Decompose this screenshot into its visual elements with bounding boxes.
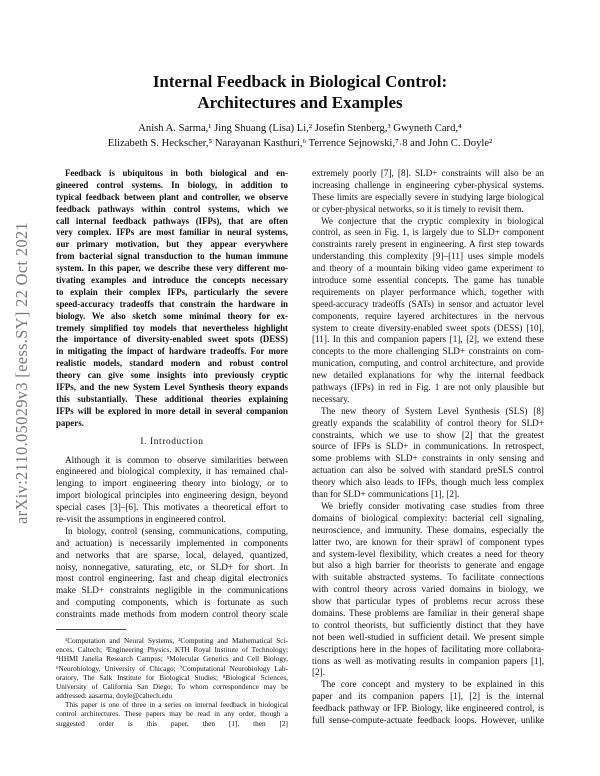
text-line: tivating examples and introduce the concepts necessary xyxy=(56,275,288,286)
text-line: suggested order is this paper, then [1], then [2] xyxy=(56,718,288,728)
left-column xyxy=(56,168,288,728)
text-line: components, require layered architectures in the nervous xyxy=(312,310,544,321)
text-line: realistic models, standard modern and robust control xyxy=(56,358,288,369)
text-line: The core concept and mystery to be explained in this xyxy=(321,679,544,690)
text-line: understanding this complexity [9]–[11] uses simple models xyxy=(312,251,544,262)
body-paragraph xyxy=(312,679,544,727)
text-line: constraints, which we use to show [2] that the greatest xyxy=(312,429,544,440)
text-line: with suitable abstracted systems. To facilitate connections xyxy=(312,572,544,583)
footnotes xyxy=(56,636,288,728)
body-paragraph xyxy=(312,216,544,406)
text-line: University of California San Diego; To whom correspondence may be xyxy=(56,681,288,691)
text-line: gineered control systems. In biology, in addition to xyxy=(56,179,288,190)
text-line: ¹Computation and Neural Systems, ²Computing and Mathematical Sci- xyxy=(65,635,288,645)
paper-title xyxy=(60,71,540,113)
text-line: addressed: aasarma, doyle@caltech.edu xyxy=(56,691,173,701)
text-line: IFPs will be explored in more detail in several companion xyxy=(56,405,288,416)
text-line: introduce some essential concepts. The game has tunable xyxy=(312,275,544,286)
text-line: new detailed explanations for why the internal feedback xyxy=(312,370,544,381)
text-line: The new theory of System Level Synthesis (SLS) [8] xyxy=(321,405,544,416)
section-heading-introduction: I. Introduction xyxy=(140,436,204,447)
text-line: We conjecture that the cryptic complexity in biological xyxy=(321,215,544,226)
text-line: but also a high barrier for theorists to generate and engage xyxy=(312,560,544,571)
text-line: typical feedback between plant and controller, we observe xyxy=(56,191,288,202)
text-line: ⁶Neurobiology, University of Chicago; ⁷Computational Neurobiology Lab- xyxy=(56,663,288,673)
text-line: engineered and biological complexity, it has remained chal- xyxy=(56,466,288,477)
text-line: paper and its companion papers [1], [2] is the internal xyxy=(312,691,544,702)
text-line: from bacterial signal transduction to the human immune xyxy=(56,251,288,262)
text-line: this substantially. These additional theories explaining xyxy=(56,393,288,404)
author-line: Anish A. Sarma,¹ Jing Shuang (Lisa) Li,² Josefin Stenberg,³ Gwyneth Card,⁴ xyxy=(138,123,462,134)
intro-paragraph-2 xyxy=(56,526,288,621)
text-line: IFPs, and the new System Level Synthesis theory expands xyxy=(56,382,288,393)
author-line: Elizabeth S. Heckscher,⁵ Narayanan Kasthuri,⁶ Terrence Sejnowski,⁷˒8 and John C. Doyle² xyxy=(107,138,493,149)
text-line: full sense-compute-actuate feedback loops. However, unlike xyxy=(312,714,544,725)
text-line: speed-accuracy tradeoffs (SATs) in sensor and actuator level xyxy=(312,298,544,309)
text-line: and system-level flexibility, which creates a need for theory xyxy=(312,548,544,559)
text-line: some problems with SLD+ constraints in only sensing and xyxy=(312,453,544,464)
text-line: source of IFPs is SLD+ in communications. In retrospect, xyxy=(312,441,544,452)
text-line: greatly expands the scalability of control theory for SLD+ xyxy=(312,417,544,428)
text-line: munication, computing, and control architecture, and provide xyxy=(312,358,544,369)
text-line: noisy, nonnegative, saturating, etc, or SLD+ for short. In xyxy=(56,561,288,572)
text-line: neuroscience, and immunity. These domains, especially the xyxy=(312,524,544,535)
text-line: very complex. IFPs are most familiar in neural systems, xyxy=(56,227,288,238)
title-line: Internal Feedback in Biological Control: xyxy=(152,72,448,91)
footnote-rule xyxy=(56,629,126,630)
text-line: actuation can also be solved with standard preSLS control xyxy=(312,465,544,476)
text-line: system to create diversity-enabled sweet spots (DESS) [10], xyxy=(312,322,544,333)
text-line: These limits are especially severe in studying large biological xyxy=(312,191,544,202)
text-line: call internal feedback pathways (IFPs), that are often xyxy=(56,215,288,226)
text-line: to control theorists, but sufficiently distinct that they have xyxy=(312,619,544,630)
text-line: theory which also leads to IFPs, though much less complex xyxy=(312,477,544,488)
author-list xyxy=(60,121,540,151)
text-line: and computing components, which is fortunate as such xyxy=(56,597,288,608)
text-line: concepts to the more challenging SLD+ constraints on com- xyxy=(312,346,544,357)
body-paragraph xyxy=(312,501,544,679)
text-line: control architectures. These papers may be read in any order, though a xyxy=(56,709,288,719)
intro-paragraph-1 xyxy=(56,455,288,526)
text-line: latter two, are known for their sprawl of component types xyxy=(312,536,544,547)
text-line: ⁴HHMI Janelia Research Campus; ⁵Molecular Genetics and Cell Biology, xyxy=(56,654,288,664)
text-line: extremely poorly [7], [8]. SLD+ constraints will also be an xyxy=(312,168,544,178)
text-line: This paper is one of three in a series on internal feedback in biological xyxy=(65,700,288,710)
text-line: Feedback is ubiquitous in both biological and en- xyxy=(65,168,288,178)
text-line: re-visit the assumptions in engineered control. xyxy=(56,513,226,524)
text-line: domains. These problems are familiar in their general shape xyxy=(312,607,544,618)
arxiv-sidebar xyxy=(2,168,42,578)
text-line: requirements on player performance which, together with xyxy=(312,286,544,297)
text-line: [2]. xyxy=(312,667,326,678)
text-line: tions as well as motivating results in companion papers [1], xyxy=(312,655,544,666)
text-line: constraints made methods from modern control theory scale xyxy=(56,609,288,620)
text-line: domains of biological complexity: bacterial cell signaling, xyxy=(312,512,544,523)
body-paragraph xyxy=(312,168,544,216)
text-line: in mitigating the impact of hardware tradeoffs. For more xyxy=(56,346,288,357)
text-line: tremely simplified toy models that nevertheless highlight xyxy=(56,322,288,333)
text-line: to explain their complex IFPs, particularly the severe xyxy=(56,286,288,297)
abstract xyxy=(56,168,288,430)
text-line: and theory of a mountain biking video game experiment to xyxy=(312,263,544,274)
text-line: with control theory across varied domains in biology, we xyxy=(312,584,544,595)
title-line: Architectures and Examples xyxy=(197,93,403,112)
text-line: theory can give some insights into previously cryptic xyxy=(56,370,288,381)
text-line: most control engineering, fast and cheap digital electronics xyxy=(56,573,288,584)
text-line: [11]. In this and companion papers [1], [2], we extend these xyxy=(312,334,544,345)
text-line: our primary motivation, but they appear everywhere xyxy=(56,239,288,250)
text-line: or cyber-physical networks, so it is timely to revisit them. xyxy=(312,203,524,214)
text-line: show that particular types of problems recur across these xyxy=(312,596,544,607)
text-line: than for SLD+ communications [1], [2]. xyxy=(312,489,460,500)
text-line: constraints rarely present in engineering. A first step towards xyxy=(312,239,544,250)
text-line: feedback pathways within control systems, which we xyxy=(56,203,288,214)
text-line: and networks that are sparse, local, delayed, quantized, xyxy=(56,549,288,560)
text-line: lenging to import engineering theory into biology, or to xyxy=(56,478,288,489)
text-line: speed-accuracy tradeoffs that constrain the hardware in xyxy=(56,298,288,309)
text-line: We briefly consider motivating case studies from three xyxy=(321,500,544,511)
text-line: control, as seen in Fig. 1, is largely due to SLD+ component xyxy=(312,227,544,238)
text-line: increasing challenge in engineering cyber-physical systems. xyxy=(312,179,544,190)
text-line: necessary. xyxy=(312,393,350,404)
text-line: feedback pathway or IFP. Biology, like engineered control, is xyxy=(312,703,544,714)
text-line: oratory, The Salk Institute for Biological Studies; ⁸Biological Sciences, xyxy=(56,672,288,682)
text-line: and actuation) is necessarily implemented in components xyxy=(56,537,288,548)
text-line: papers. xyxy=(56,417,84,428)
text-line: system. In this paper, we describe these very different mo- xyxy=(56,263,288,274)
text-line: special cases [3]–[6]. This motivates a theoretical effort to xyxy=(56,502,288,513)
right-column xyxy=(312,168,544,727)
text-line: not been well-studied in sufficient detail. We present simple xyxy=(312,631,544,642)
text-line: import biological principles into engineering design, beyond xyxy=(56,490,288,501)
text-line: the importance of diversity-enabled sweet spots (DESS) xyxy=(56,334,288,345)
text-line: pathways (IFPs) in red in Fig. 1 are not only plausible but xyxy=(312,382,544,393)
text-line: In biology, control (sensing, communications, computing, xyxy=(65,525,288,536)
text-line: ences, Caltech; ³Engineering Physics, KTH Royal Institute of Technology; xyxy=(56,645,288,655)
text-line: make SLD+ constraints negligible in the communications xyxy=(56,585,288,596)
text-line: descriptions here in the hopes of facilitating more collabora- xyxy=(312,643,544,654)
text-line: biology. We also sketch some minimal theory for ex- xyxy=(56,310,288,321)
body-paragraph xyxy=(312,406,544,501)
text-line: Although it is common to observe similarities between xyxy=(65,454,288,465)
arxiv-identifier: arXiv:2110.05029v3 [eess.SY] 22 Oct 2021 xyxy=(12,222,31,524)
